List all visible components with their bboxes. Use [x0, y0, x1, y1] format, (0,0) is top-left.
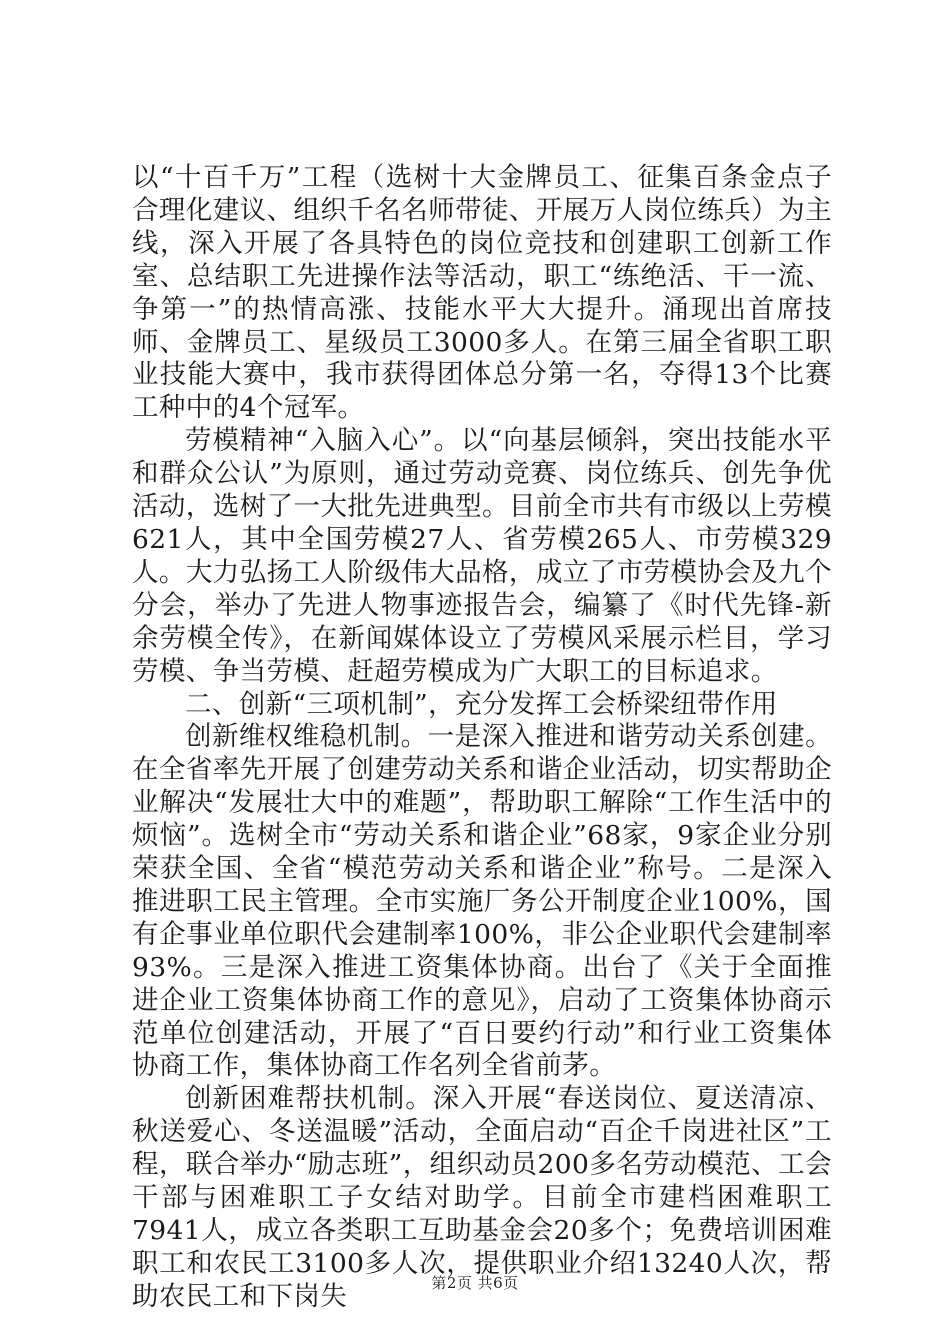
paragraph-4: 创新困难帮扶机制。深入开展“春送岗位、夏送清凉、秋送爱心、冬送温暖”活动，全面启动“百企千岗进社区”工程，联合举办“励志班”，组织动员200多名劳动模范、工会干部与困难职工子女结对助学。目前全市建档困难职工7941人，成立各类职工互助基金会20多个；免费培训困难职工和农民工3100多人次，提供职业介绍13240人次，帮助农民工和下岗失 [132, 1083, 832, 1312]
section-heading: 二、创新“三项机制”，充分发挥工会桥梁纽带作用 [185, 688, 778, 720]
page-number-footer: 第2页 共6页 [431, 1274, 519, 1292]
paragraph-1: 以“十百千万”工程（选树十大金牌员工、征集百条金点子合理化建议、组织千名名师带徒、开展万人岗位练兵）为主线，深入开展了各具特色的岗位竞技和创建职工创新工作室、总结职工先进操作法等活动，职工“练绝活、干一流、争第一”的热情高涨、技能水平大大提升。涌现出首席技师、金牌员工、星级员工3000多人。在第三届全省职工职业技能大赛中，我市获得团体总分第一名，夺得13个比赛工种中的4个冠军。 [132, 162, 832, 424]
document-body [132, 162, 832, 1314]
paragraph-3: 创新维权维稳机制。一是深入推进和谐劳动关系创建。在全省率先开展了创建劳动关系和谐企业活动，切实帮助企业解决“发展壮大中的难题”，帮助职工解除“工作生活中的烦恼”。选树全市“劳动关系和谐企业”68家，9家企业分别荣获全国、全省“模范劳动关系和谐企业”称号。二是深入推进职工民主管理。全市实施厂务公开制度企业100%，国有企事业单位职代会建制率100%，非公企业职代会建制率93%。三是深入推进工资集体协商。出台了《关于全面推进企业工资集体协商工作的意见》，启动了工资集体协商示范单位创建活动，开展了“百日要约行动”和行业工资集体协商工作，集体协商工作名列全省前茅。 [132, 721, 832, 1082]
paragraph-2: 劳模精神“入脑入心”。以“向基层倾斜，突出技能水平和群众公认”为原则，通过劳动竞赛、岗位练兵、创先争优活动，选树了一大批先进典型。目前全市共有市级以上劳模621人，其中全国劳模27人、省劳模265人、市劳模329人。大力弘扬工人阶级伟大品格，成立了市劳模协会及九个分会，举办了先进人物事迹报告会，编纂了《时代先锋-新余劳模全传》，在新闻媒体设立了劳模风采展示栏目，学习劳模、争当劳模、赶超劳模成为广大职工的目标追求。 [132, 425, 832, 687]
